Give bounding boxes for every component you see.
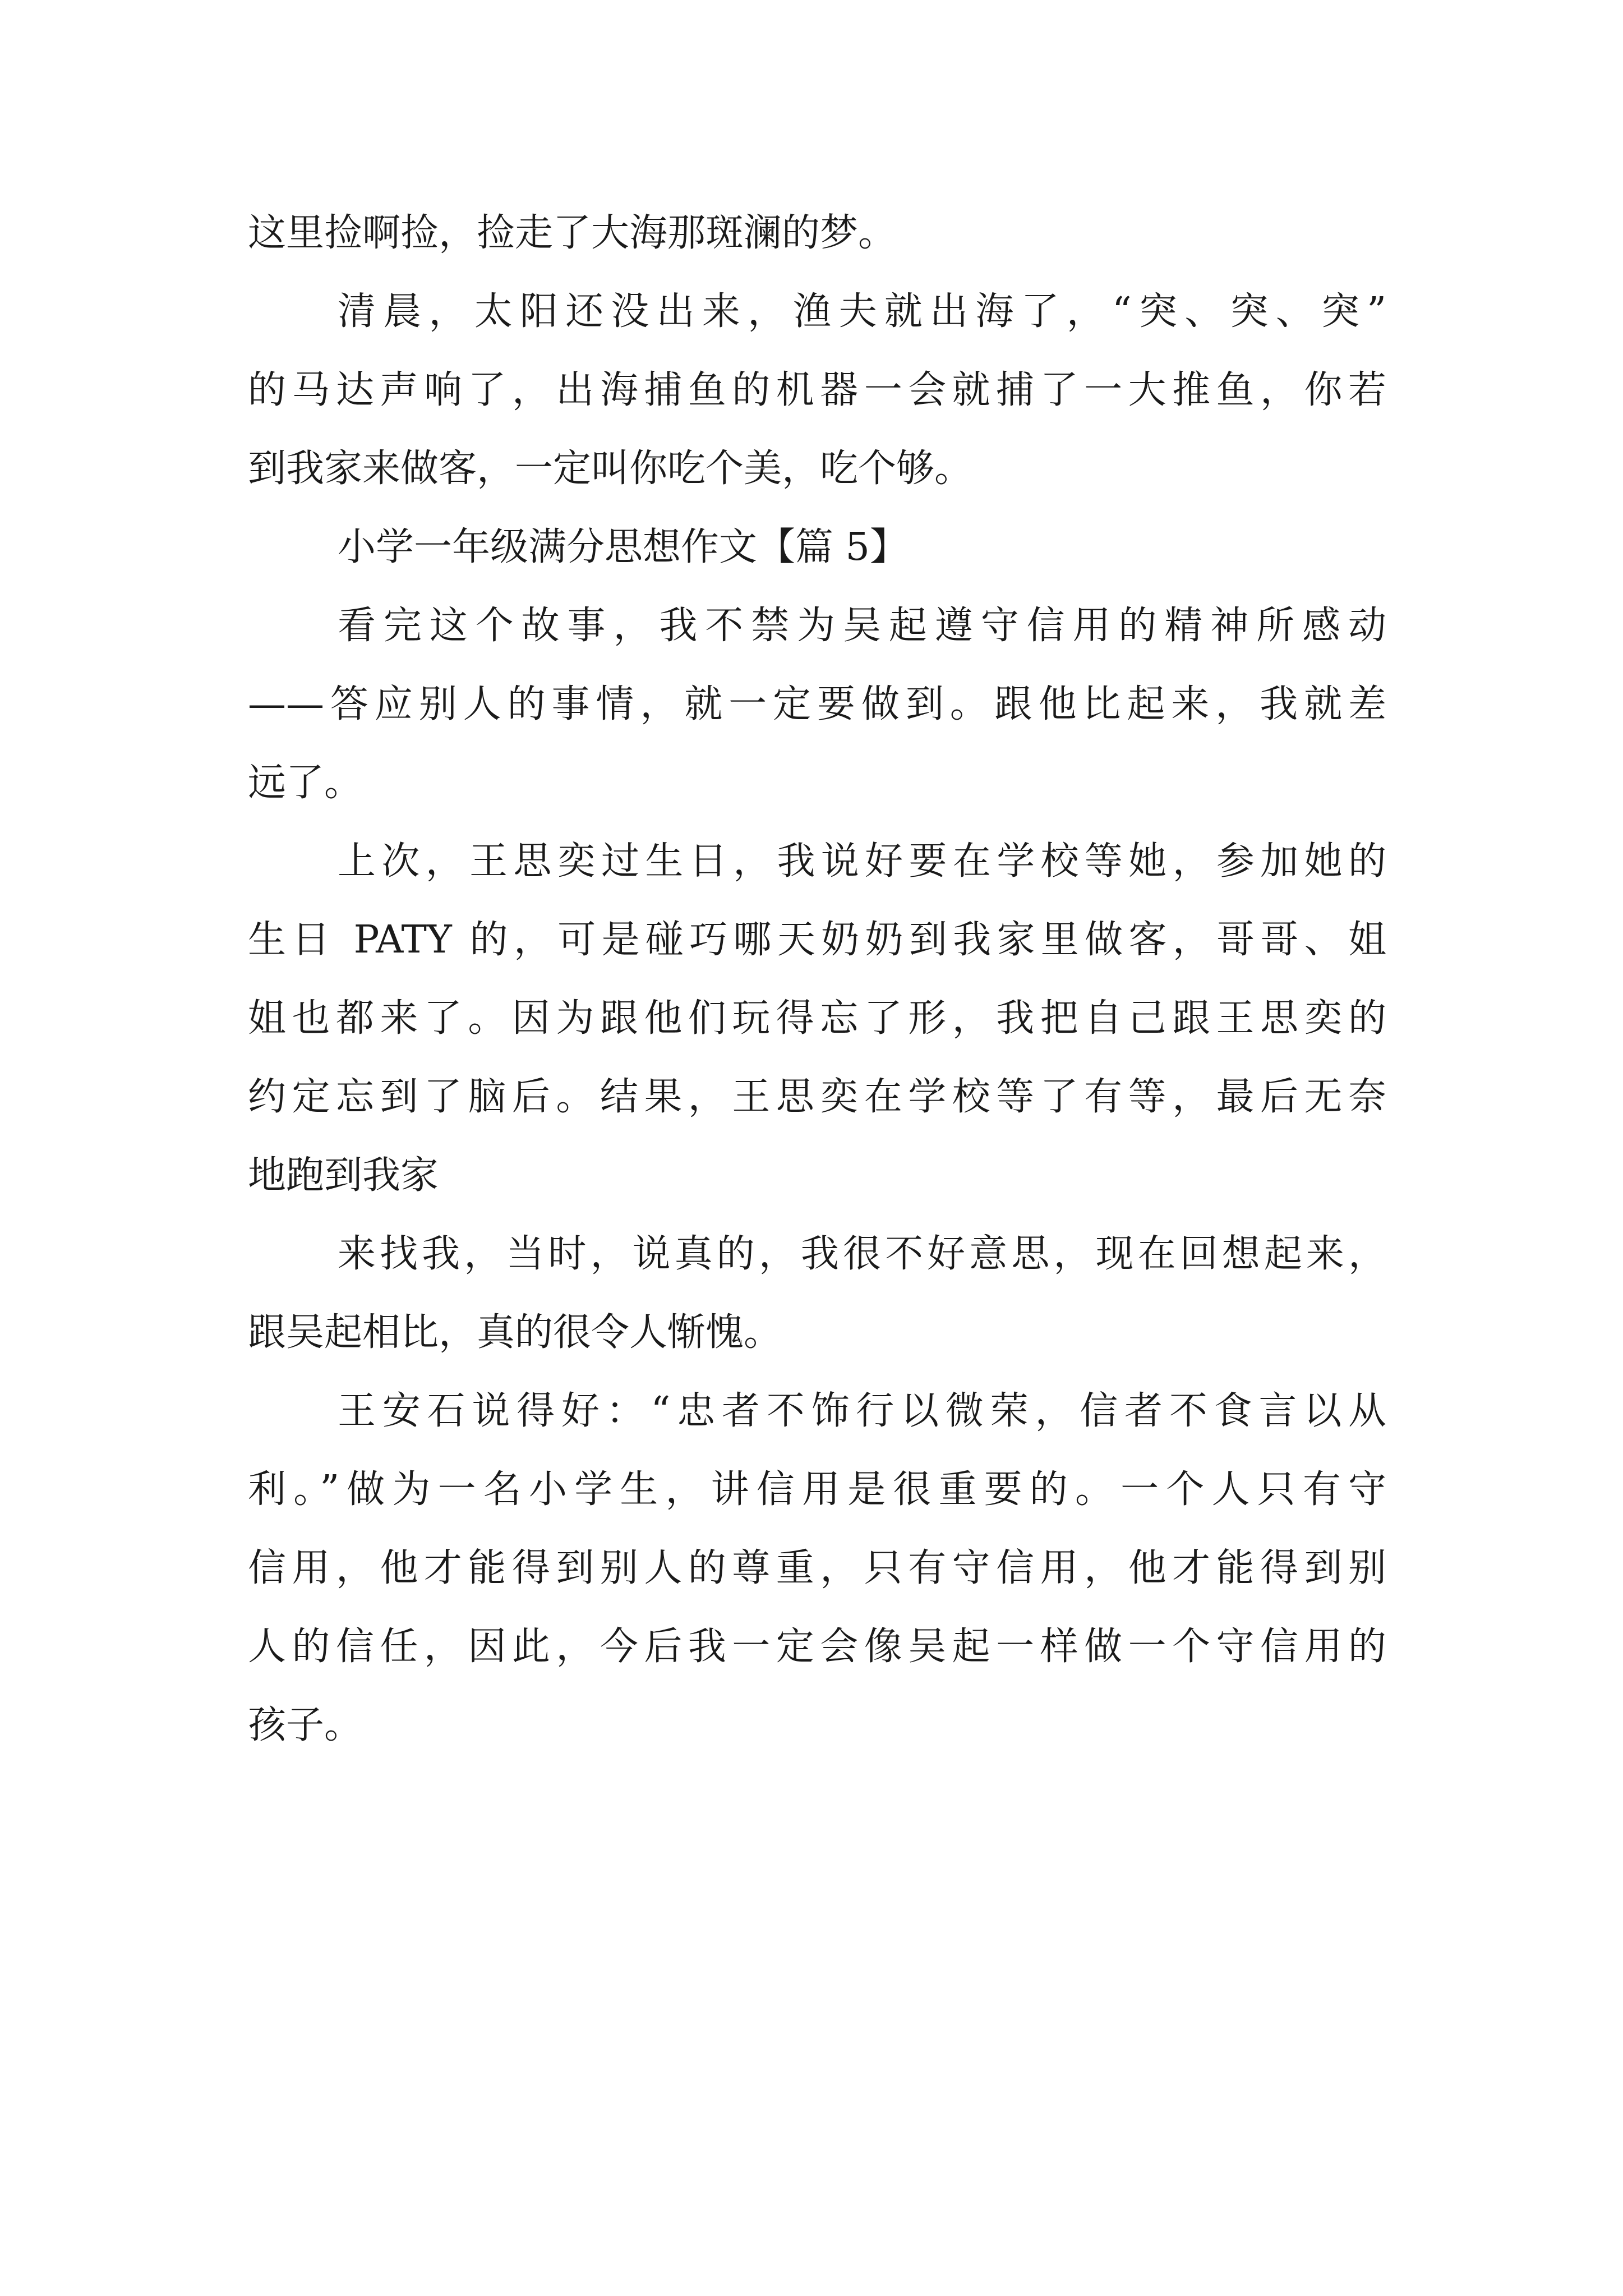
paragraph-line: 跟吴起相比，真的很令人惭愧。 xyxy=(248,1310,782,1355)
paragraph-line: 来找我，当时，说真的，我很不好意思，现在回想起来， xyxy=(338,1232,1386,1276)
paragraph-line: 王安石说得好：“忠者不饰行以微荣，信者不食言以从 xyxy=(338,1389,1386,1433)
paragraph-line: 孩子。 xyxy=(248,1703,363,1747)
paragraph-line: ——答应别人的事情，就一定要做到。跟他比起来，我就差 xyxy=(248,682,1386,726)
paragraph-line: 生日 PATY 的，可是碰巧哪天奶奶到我家里做客，哥哥、姐 xyxy=(248,918,1386,962)
paragraph-line: 看完这个故事，我不禁为吴起遵守信用的精神所感动 xyxy=(338,604,1386,648)
paragraph-line: 的马达声响了，出海捕鱼的机器一会就捕了一大推鱼，你若 xyxy=(248,368,1386,412)
paragraph-line: 约定忘到了脑后。结果，王思奕在学校等了有等，最后无奈 xyxy=(248,1075,1386,1119)
paragraph-line: 到我家来做客，一定叫你吃个美，吃个够。 xyxy=(248,447,973,491)
paragraph-line: 地跑到我家 xyxy=(248,1153,439,1198)
paragraph-line: 远了。 xyxy=(248,761,363,805)
paragraph-line: 清晨，太阳还没出来，渔夫就出海了，“突、突、突” xyxy=(338,289,1386,334)
paragraph-line: 利。”做为一名小学生，讲信用是很重要的。一个人只有守 xyxy=(248,1467,1386,1512)
paragraph-line: 人的信任，因此，今后我一定会像吴起一样做一个守信用的 xyxy=(248,1625,1386,1669)
essay-body xyxy=(248,194,1386,1765)
paragraph-line: 姐也都来了。因为跟他们玩得忘了形，我把自己跟王思奕的 xyxy=(248,996,1386,1041)
section-heading: 小学一年级满分思想作文【篇 5】 xyxy=(338,525,908,569)
paragraph-line: 信用，他才能得到别人的尊重，只有守信用，他才能得到别 xyxy=(248,1546,1386,1590)
paragraph-line: 上次，王思奕过生日，我说好要在学校等她，参加她的 xyxy=(338,839,1386,884)
paragraph-line: 这里捡啊捡，捡走了大海那斑澜的梦。 xyxy=(248,211,897,255)
